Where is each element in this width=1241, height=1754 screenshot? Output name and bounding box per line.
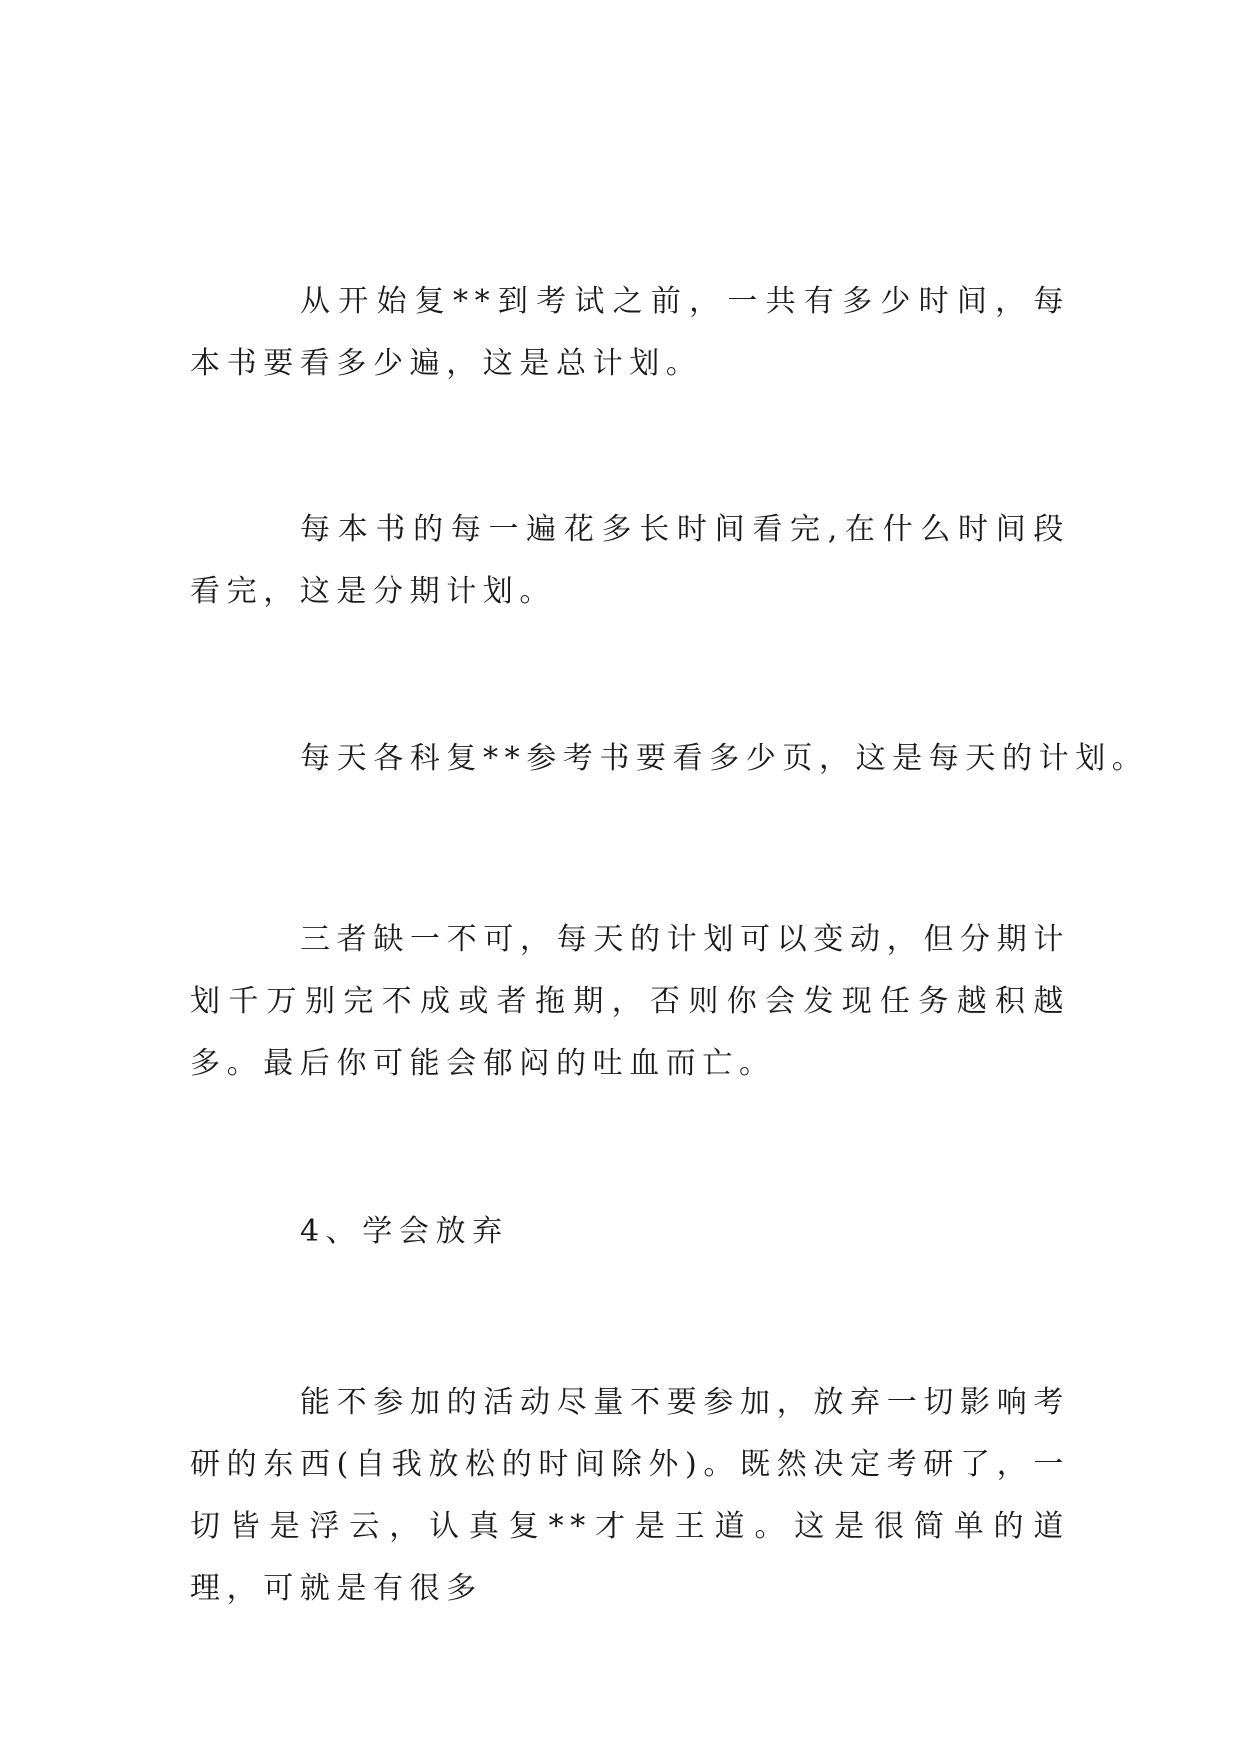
paragraph-daily-plan: 每天各科复**参考书要看多少页，这是每天的计划。 — [300, 741, 1149, 776]
section-heading-learn-to-give-up: 4、学会放弃 — [300, 1214, 509, 1249]
paragraph-give-up-activities: 能不参加的活动尽量不要参加，放弃一切影响考研的东西(自我放松的时间除外)。既然决定考研了，一切皆是浮云，认真复**才是王道。这是很简单的道理，可就是有很多 — [190, 1385, 1070, 1606]
paragraph-all-three-needed: 三者缺一不可，每天的计划可以变动，但分期计划千万别完不成或者拖期，否则你会发现任务越积越多。最后你可能会郁闷的吐血而亡。 — [190, 922, 1070, 1081]
paragraph-phase-plan: 每本书的每一遍花多长时间看完,在什么时间段看完，这是分期计划。 — [190, 512, 1070, 609]
paragraph-total-plan: 从开始复**到考试之前，一共有多少时间，每本书要看多少遍，这是总计划。 — [190, 284, 1070, 381]
